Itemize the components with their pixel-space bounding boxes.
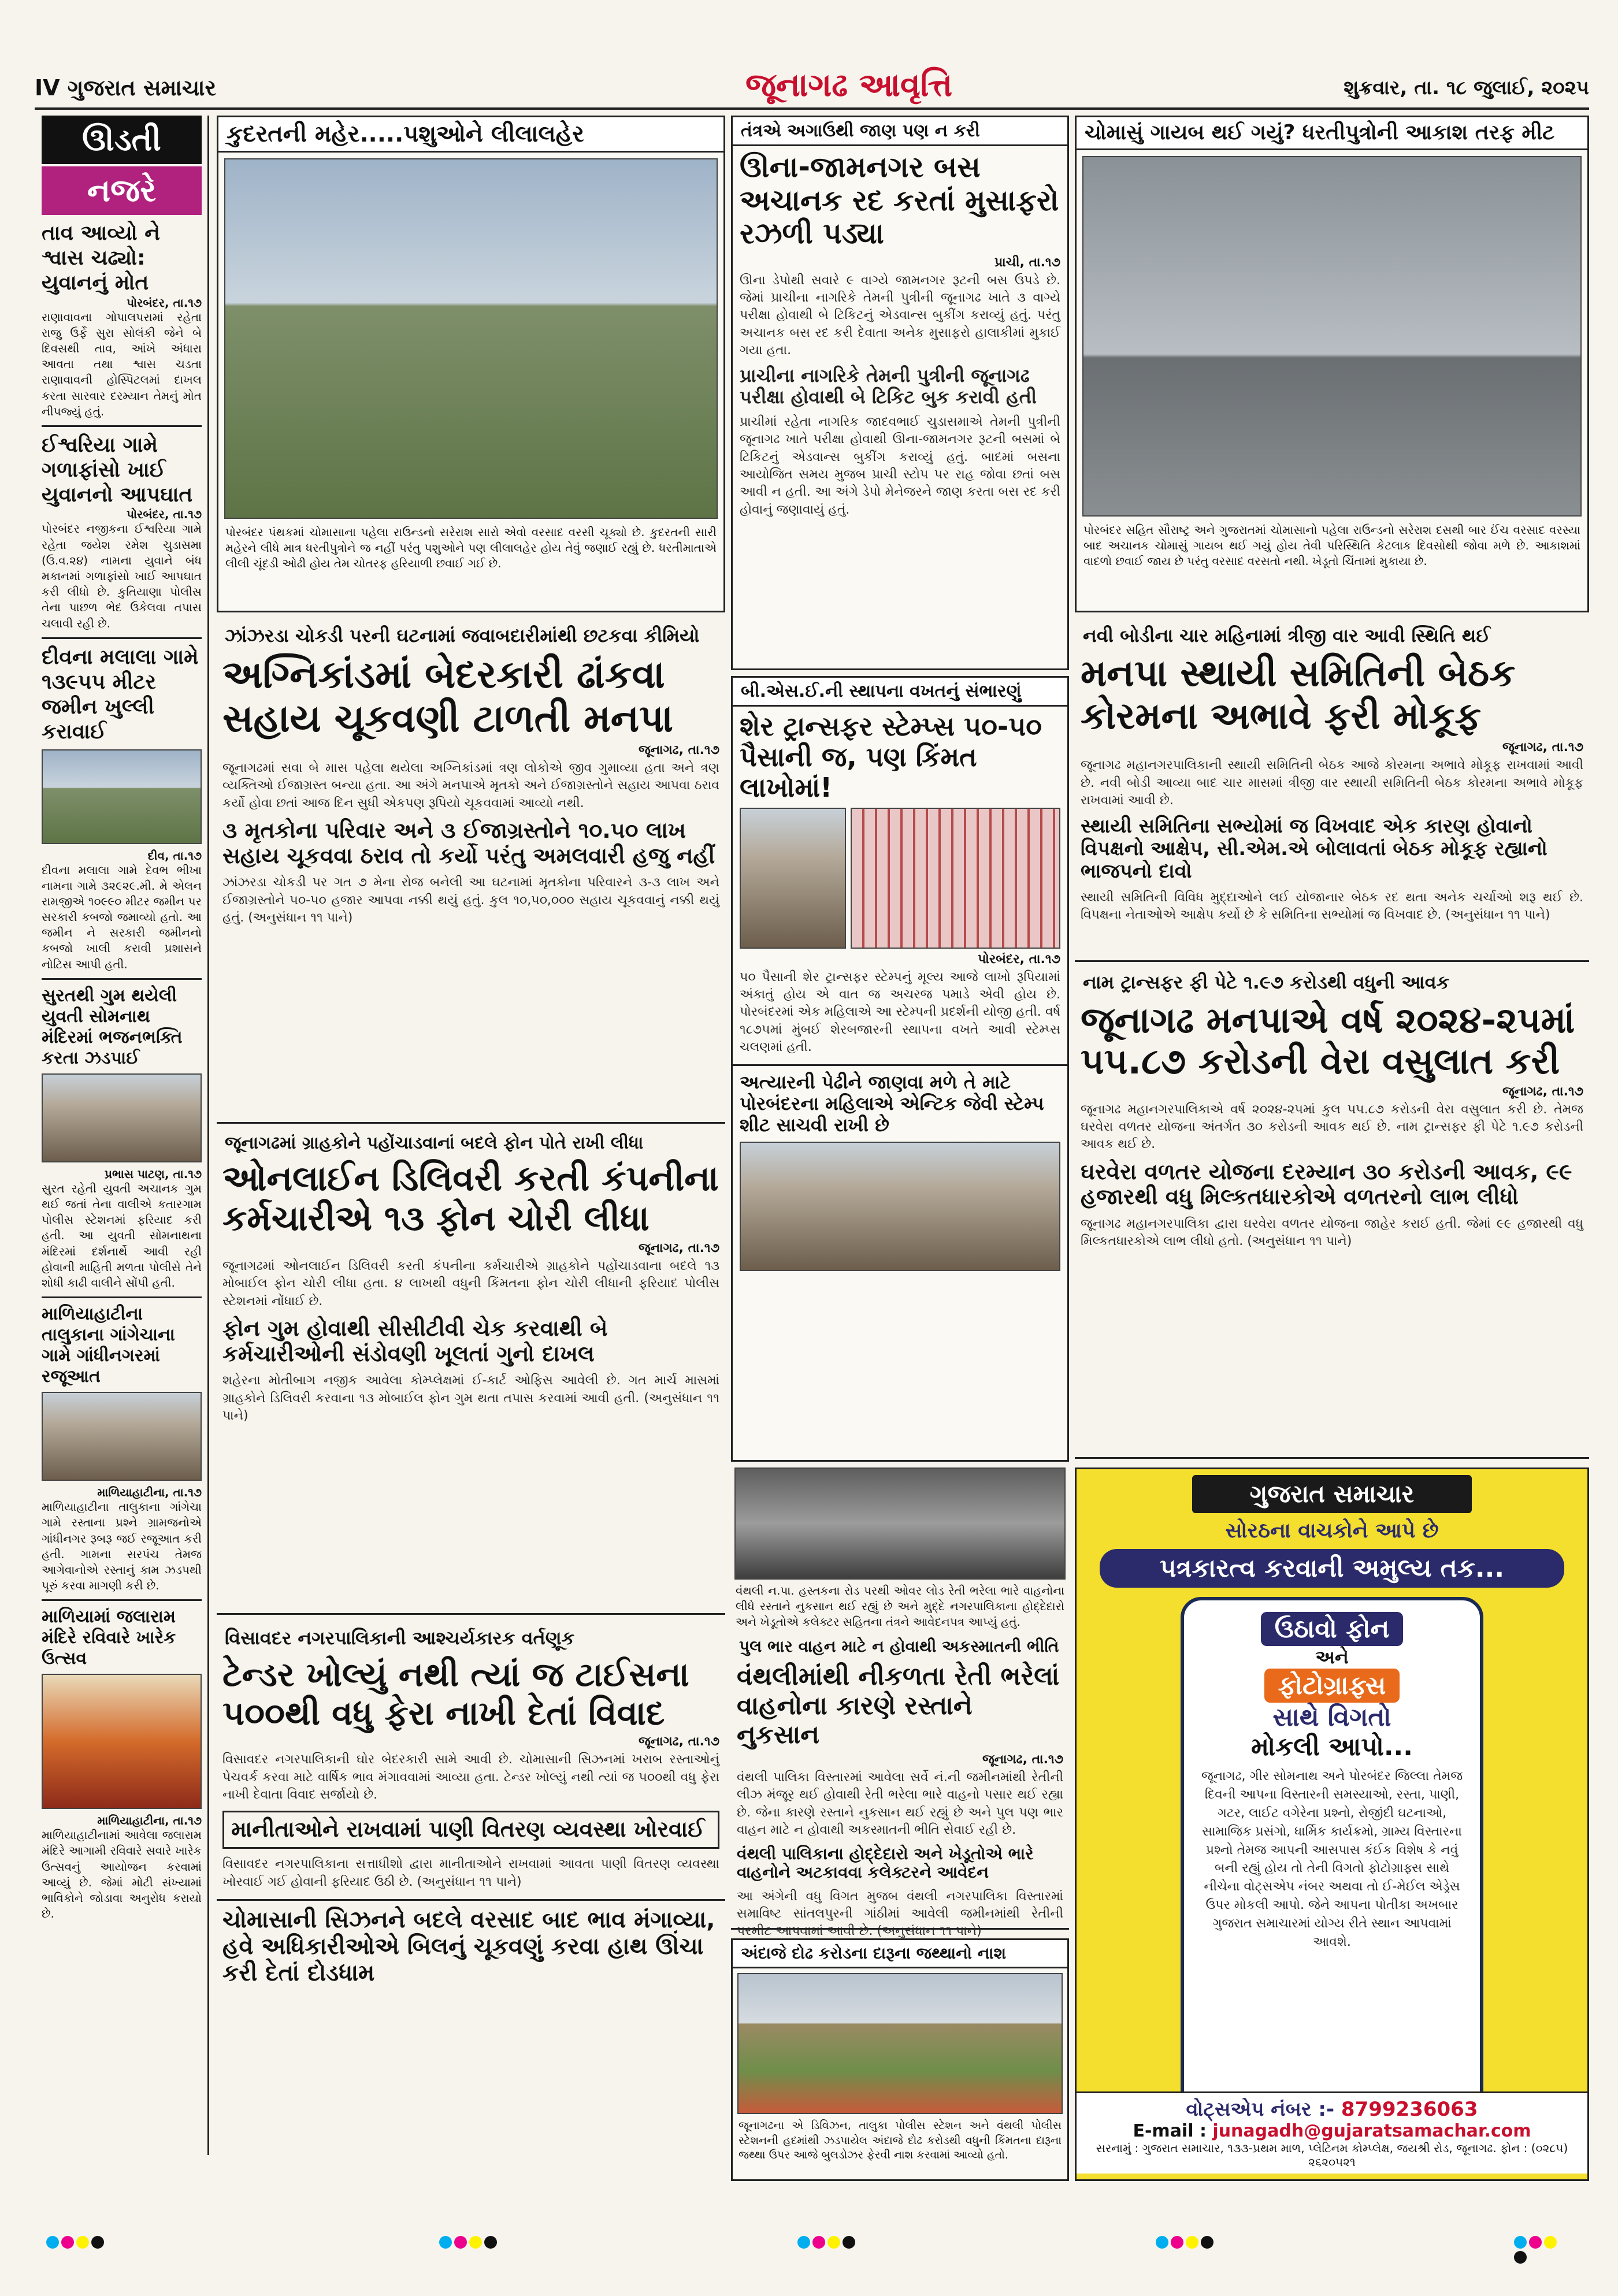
ad-brand: ગુજરાત સમાચાર (1192, 1475, 1472, 1513)
story-dateline: જૂનાગઢ, તા.૧૭ (1502, 740, 1583, 755)
story-kicker: નવી બોડીના ચાર મહિનામાં ત્રીજી વાર આવી સ્થિતિ થઈ (1083, 625, 1491, 647)
ad-phone-line5: મોકલી આપો... (1251, 1732, 1413, 1762)
sidebar-story-title: માળિયાહાટીના તાલુકાના ગાંગેચાના ગામે ગાંધીનગરમાં રજૂઆત (42, 1304, 175, 1387)
story-kicker: નામ ટ્રાન્સફર ફી પેટે ૧.૯૭ કરોડથી વધુની આવક (1083, 971, 1450, 993)
story-body: ઝાંઝરડા ચોકડી પર ગત ૭ મેના રોજ બનેલી આ ઘટનામાં મૃતકોના પરિવારને ૩-૩ લાખ અને ઈજાગ્રસ્તોને ૫૦-૫૦ હજાર આપવા નક્કી થયું હતું. કુલ ૧૦,૫૦,૦૦૦ સહાય ચૂકવવાનું નક્કી થયું હતું. (અનુસંધાન ૧૧ પાને) (222, 875, 719, 925)
story-dateline: જૂનાગઢ, તા.૧૭ (638, 1241, 719, 1255)
story-photo-group (740, 1142, 1060, 1271)
story-subhead: માનીતાઓને રાખવામાં પાણી વિતરણ વ્યવસ્થા ખોરવાઈ (222, 1811, 719, 1849)
story-body: જૂનાગઢ મહાનગરપાલિકાની સ્થાયી સમિતિની બેઠક આજે કોરમના અભાવે મોકૂફ રાખવામાં આવી છે. નવી બોડી આવ્યા બાદ ચાર માસમાં ત્રીજી વાર સ્થાયી સમિતિની બેઠક કોરમના અભાવે મોકૂફ રાખવામાં આવી છે. (1081, 758, 1583, 808)
advertisement (1075, 1467, 1589, 2181)
ad-phone-graphic (1181, 1597, 1483, 2118)
story-photo-woman (740, 808, 846, 949)
ad-phone-line2: અને (1315, 1646, 1349, 1668)
ad-phone-line4: સાથે વિગતો (1272, 1703, 1391, 1732)
sidebar-story-body: પોરબંદર નજીકના ઈશ્વરિયા ગામે રહેતા જયેશ રમેશ ચુડાસમા (ઉ.વ.૨૪) નામના યુવાને બંધ મકાનમાં ગળાફાંસો ખાઈ આપઘાત કરી લીધો છે. કુતિયાણા પોલીસ તેના પાછળ ભેદ ઉકેલવા તપાસ ચલાવી રહી છે. (42, 522, 202, 630)
sidebar-story-body: માળિયાહાટીના તાલુકાના ગાંગેચા ગામે રસ્તાના પ્રશ્ને ગ્રામજનોએ ગાંધીનગર રૂબરૂ જઈ રજૂઆત કરી હતી. ગામના સરપંચ તેમજ આગેવાનોએ રસ્તાનું કામ ઝડપથી પૂરું કરવા માગણી કરી છે. (42, 1500, 202, 1593)
story-kicker: પુલ ભાર વાહન માટે ન હોવાથી અકસ્માતની ભીતિ (739, 1637, 1059, 1656)
sidebar-story-body: દીવના મલાલા ગામે દેવભ ભીખા નામના ગામે ૩૨૯૨૯.મી. મે એલન રામજીએ ૧૦૯૯૦ મીટર જમીન પર સરકારી કબજો જમાવ્યો હતો. આ જમીન ને સરકારી જમીનનો કબજો ખાલી કરાવી પ્રશાસને નોટિસ આપી હતી. (42, 863, 202, 971)
sidebar-story (42, 1607, 202, 1922)
story-phones (217, 1130, 725, 1615)
photo-caption: વંથલી ન.પા. હસ્તકના રોડ પરથી ઓવર લોડ રેતી ભરેલા ભારે વાહનોના લીધે રસ્તાને નુકસાન થઈ રહ્યું છે અને મુદ્દે નગરપાલિકાના હોદ્દેદારો અને ખેડૂતોએ કલેક્ટર સહિતના તંત્રને આવેદનપત્ર આપ્યું હતું. (736, 1584, 1064, 1629)
photo-caption: જૂનાગઢના એ ડિવિઝન, તાલુકા પોલીસ સ્ટેશન અને વંથલી પોલીસ સ્ટેશનની હદમાંથી ઝડપાયેલ અંદાજે દોઢ કરોડથી વધુની કિંમતના દારૂના જથ્થા ઉપર આજે બુલડોઝર ફેરવી નાશ કરવામાં આવ્યો હતો. (739, 2119, 1062, 2162)
story-photo-stamps (851, 808, 1060, 949)
story-body: ૫૦ પૈસાની શેર ટ્રાન્સફર સ્ટેમ્પનું મૂલ્ય આજે લાખો રૂપિયામાં અંકાતું હોય એ વાત જ અચરજ પમાડે એવી હોય છે. પોરબંદરમાં એક મહિલાએ આ સ્ટેમ્પની પ્રદર્શની યોજી હતી. વર્ષ ૧૮૭૫માં મુંબઈ શેરબજારની સ્થાપના વખતે આવી સ્ટેમ્પ્સ ચલણમાં હતી. (740, 969, 1060, 1055)
sidebar-story-body: માળિયાહાટીનામાં આવેલા જલારામ મંદિરે આગામી રવિવારે સવારે ખારેક ઉત્સવનું આયોજન કરવામાં આવ્યું છે. જેમાં મોટી સંખ્યામાં ભાવિકોને જોડાવા અનુરોધ કરાયો છે. (42, 1828, 202, 1921)
photo-caption: પોરબંદર સહિત સૌરાષ્ટ્ર અને ગુજરાતમાં ચોમાસાનો પહેલા રાઉન્ડનો સરેરાશ દસથી બાર ઈંચ વરસાદ વરસ્યા બાદ અચાનક ચોમાસું ગાયબ થઈ ગયું હોય તેવી પરિસ્થિતિ કેટલાક દિવસોથી જોવા મળે છે. આકાશમાં વાદળો છવાઈ જાય છે પરંતુ વરસાદ વરસતો નથી. ખેડૂતો ચિંતામાં મુકાયા છે. (1083, 523, 1580, 568)
story-kicker: કુદરતની મહેર.....પશુઓને લીલાલહેર (218, 117, 723, 153)
story-footer-headline: ચોમાસાની સિઝનને બદલે વરસાદ બાદ ભાવ મંગાવ્યા, હવે અધિકારીઓએ બિલનું ચૂકવણું કરવા હાથ ઊંચા કરી દેતાં દોડધામ (217, 1899, 725, 1992)
story-kicker: બી.એસ.ઈ.ની સ્થાપના વખતનું સંભારણું (733, 678, 1067, 707)
story-photo-liquor (737, 1973, 1063, 2114)
story-stamps (731, 676, 1069, 1462)
sidebar-story-dateline: પ્રભાસ પાટણ, તા.૧૭ (104, 1166, 202, 1181)
story-body: જૂનાગઢમાં સવા બે માસ પહેલા થયેલા અગ્નિકાંડમાં ત્રણ લોકોએ જીવ ગુમાવ્યા હતા અને ત્રણ વ્યક્તિઓ ઈજાગ્રસ્ત બન્યા હતા. આ અંગે મનપાએ મૃતકો અને ઈજાગ્રસ્તોને સહાય આપવા ઠરાવ કર્યો હોવા છતાં આજ દિન સુધી એકપણ રૂપિયો ચૂકવવામાં આવ્યો નથી. (222, 760, 719, 811)
sidebar-story-title: ઈશ્વરિયા ગામે ગળાફાંસો ખાઈ યુવાનનો આપઘાત (42, 433, 193, 507)
story-dateline: જૂનાગઢ, તા.૧૭ (1502, 1084, 1583, 1099)
story-body: જૂનાગઢ મહાનગરપાલિકાએ વર્ષ ૨૦૨૪-૨૫માં કુલ ૫૫.૮૭ કરોડની વેરા વસુલાત કરી છે. તેમજ ઘરવેરા વળતર યોજના અંતર્ગત ૩૦ કરોડની આવક થઈ છે. નામ ટ્રાન્સફર ફી પેટે ૧.૯૭ કરોડની આવક થઈ છે. (1081, 1102, 1583, 1152)
story-headline: અગ્નિકાંડમાં બેદરકારી ઢાંકવા સહાય ચૂકવણી ટાળતી મનપા (222, 652, 673, 741)
story-dateline: જૂનાગઢ, તા.૧૭ (982, 1752, 1063, 1767)
story-subhead: વંથલી પાલિકાના હોદ્દેદારો અને ખેડૂતોએ ભારે વાહનોને અટકાવવા કલેક્ટરને આવેદન (737, 1844, 1034, 1882)
story-dateline: પ્રાચી, તા.૧૭ (994, 255, 1060, 270)
ad-line2: પત્રકારત્વ કરવાની અમુલ્ય તક... (1100, 1549, 1564, 1588)
story-kicker: ઝાંઝરડા ચોકડી પરની ઘટનામાં જવાબદારીમાંથી છટકવા કીમિયો (225, 625, 700, 647)
story-nature (217, 116, 725, 612)
sidebar-story-dateline: માળિયાહાટીના, તા.૧૭ (97, 1485, 202, 1500)
sidebar-story-body: સુરત રહેતી યુવતી અચાનક ગુમ થઈ જતાં તેના વાલીએ કતારગામ પોલીસ સ્ટેશનમાં ફરિયાદ કરી હતી. આ યુવતી સોમનાથના મંદિરમાં દર્શનાર્થે આવી રહી હોવાની માહિતી મળતા પોલીસે તેને શોધી કાઢી વાલીને સોંપી હતી. (42, 1181, 202, 1290)
sidebar-story (42, 645, 202, 972)
story-body: જૂનાગઢ મહાનગરપાલિકા દ્વારા ઘરવેરા વળતર યોજના જાહેર કરાઈ હતી. જેમાં ૯૯ હજારથી વધુ મિલ્કતધારકોએ લાભ લીધો હતો. (અનુસંધાન ૧૧ પાને) (1081, 1217, 1583, 1249)
story-body: પ્રાચીમાં રહેતા નાગરિક જાદવભાઈ ચુડાસમાએ તેમની પુત્રીની જૂનાગઢ ખાતે પરીક્ષા હોવાથી ઊના-જામનગર રૂટની બસમાં બે ટિકિટનું એડવાન્સ બુકીંગ કરાવ્યું હતું. બાદમાં બસના આયોજિત સમય મુજબ પ્રાચી સ્ટોપ પર રાહ જોવા છતાં બસ આવી ન હતી. આ અંગે ડેપો મેનેજરને જાણ કરતા બસ રદ કરી હોવાનું જણાવાયું હતું. (740, 414, 1060, 517)
registration-marks (46, 2236, 1572, 2259)
story-kicker: જૂનાગઢમાં ગ્રાહકોને પહોંચાડવાનાં બદલે ફોન પોતે રાખી લીધા (225, 1133, 644, 1153)
story-headline: ઊના-જામનગર બસ અચાનક રદ કરતાં મુસાફરો રઝળી પડ્યા (740, 150, 1059, 250)
page-label: IV ગુજરાત સમાચાર (35, 75, 217, 101)
story-tax (1075, 968, 1589, 1459)
sidebar-photo (42, 749, 202, 844)
sidebar-story-title: માળિયામાં જલારામ મંદિરે રવિવારે ખારેક ઉત્સવ (42, 1607, 176, 1669)
story-photo-road (734, 1467, 1066, 1580)
sidebar-photo (42, 1674, 202, 1809)
ad-email-label: E-mail : (1133, 2121, 1207, 2141)
story-standing (1075, 621, 1589, 962)
story-footer-headline: અત્યારની પેઢીને જાણવા મળે તે માટે પોરબંદરના મહિલાએ એન્ટિક જેવી સ્ટેમ્પ શીટ સાચવી રાખી છે (733, 1064, 1067, 1141)
story-subhead: પ્રાચીના નાગરિકે તેમની પુત્રીની જૂનાગઢ પરીક્ષા હોવાથી બે ટિકિટ બુક કરાવી હતી (740, 365, 1037, 408)
story-sand (731, 1467, 1069, 1939)
story-liquor (731, 1938, 1069, 2181)
story-kicker: વિસાવદર નગરપાલિકાની આશ્ચર્યકારક વર્તણૂક (225, 1627, 575, 1649)
story-kicker: તંત્રએ અગાઉથી જાણ પણ ન કરી (733, 117, 1067, 146)
sidebar-story (42, 433, 202, 631)
sidebar-story-title: તાવ આવ્યો ને શ્વાસ ચઢ્યો: યુવાનનું મોત (42, 221, 161, 295)
story-monsoon (1075, 116, 1589, 612)
story-headline: મનપા સ્થાયી સમિતિની બેઠક કોરમના અભાવે ફરી મોકૂફ (1081, 652, 1516, 738)
story-body: વિસાવદર નગરપાલિકાના સત્તાધીશો દ્વારા માનીતાઓને રાખવામાં આવતા પાણી વિતરણ વ્યવસ્થા ખોરવાઈ ગઈ હોવાની ફરિયાદ ઉઠી છે. (અનુસંધાન ૧૧ પાને) (222, 1857, 719, 1889)
ad-whatsapp-label: વોટ્સએપ નંબર :- (1186, 2098, 1335, 2121)
ad-email[interactable]: junagadh@gujaratsamachar.com (1212, 2121, 1531, 2141)
story-kicker: અંદાજે દોઢ કરોડના દારૂના જથ્થાનો નાશ (733, 1940, 1067, 1968)
ad-phone-body: જૂનાગઢ, ગીર સોમનાથ અને પોરબંદર જિલ્લા તેમજ દિવની આપના વિસ્તારની સમસ્યાઓ, રસ્તા, પાણી, ગટર, લાઈટ વગેરેના પ્રશ્નો, રોજીંદી ઘટનાઓ, સામાજિક પ્રસંગો, ધાર્મિક કાર્યક્રમો, ગ્રામ્ય વિસ્તારના પ્રશ્નો તેમજ આપની આસપાસ કંઈક વિશેષ કે નવું બની રહ્યું હોય તો તેની વિગતો ફોટોગ્રાફ્સ સાથે નીચેના વોટ્સએપ નંબર અથવા તો ઈ-મેઈલ એડ્રેસ ઉપર મોકલી આપો. જેને આપના પોતીકા અખબાર ગુજરાત સમાચારમાં યોગ્ય રીતે સ્થાન આપવામાં આવશે. (1201, 1769, 1463, 1950)
sidebar (36, 116, 209, 2155)
sidebar-story-dateline: પોરબંદર, તા.૧૭ (127, 295, 202, 310)
edition-title: જૂનાગઢ આવૃત્તિ (745, 66, 953, 104)
story-body: જૂનાગઢમાં ઓનલાઈન ડિલિવરી કરતી કંપનીના કર્મચારીએ ગ્રાહકોને પહોંચાડવાના બદલે ૧૩ મોબાઈલ ફોન ચોરી લીધા હતા. ૪ લાખથી વધુની કિંમતના ફોન ચોરી લીધાની ફરિયાદ પોલીસ સ્ટેશનમાં નોંધાઈ છે. (222, 1259, 719, 1309)
ad-whatsapp-number[interactable]: 8799236063 (1341, 2098, 1478, 2121)
story-photo-sheep (224, 158, 718, 519)
story-subhead: ઘરવેરા વળતર યોજના દરમ્યાન ૩૦ કરોડની આવક, ૯૯ હજારથી વધુ મિલ્કતધારકોએ વળતરનો લાભ લીધો (1081, 1158, 1572, 1210)
story-body: વિસાવદર નગરપાલિકાની ઘોર બેદરકારી સામે આવી છે. ચોમાસાની સિઝનમાં ખરાબ રસ્તાઓનું પેચવર્ક કરવા માટે વાર્ષિક ભાવ મંગાવવામાં આવ્યા હતા. ટેન્ડર ખોલ્યું નથી ત્યાં જ ૫૦૦થી વધુ ફેરા નાખી દેવાતા વિવાદ સર્જાયો છે. (222, 1752, 719, 1803)
ad-phone-line1: ઉઠાવો ફોન (1261, 1612, 1404, 1646)
story-kicker: ચોમાસું ગાયબ થઈ ગયું? ધરતીપુત્રોની આકાશ તરફ મીટ (1077, 117, 1587, 150)
story-body: વંથલી પાલિકા વિસ્તારમાં આવેલા સર્વે નં.ની જમીનમાંથી રેતીની લીઝ મંજૂર થઈ હોવાથી રેતી ભરેલા ભારે વાહનો પસાર થઈ રહ્યા છે. જેના કારણે રસ્તાને નુકસાન થઈ રહ્યું છે અને પુલ પણ ભાર વાહન માટે ન હોવાથી અકસ્માતની ભીતિ સેવાઈ રહી છે. (737, 1770, 1063, 1837)
story-headline: જૂનાગઢ મનપાએ વર્ષ ૨૦૨૪-૨૫માં ૫૫.૮૭ કરોડની વેરા વસુલાત કરી (1081, 999, 1575, 1083)
sidebar-story (42, 221, 202, 419)
sidebar-story-body: રાણાવાવના ગોપાલપરામાં રહેતા રાજુ ઉર્ફે સુરા સોલંકી જેને બે દિવસથી તાવ, આંખે અંધારા આવતા તથા શ્વાસ ચડતા રાણાવાવની હોસ્પિટલમાં દાખલ કરતા સારવાર દરમ્યાન તેમનું મોત નીપજ્યું હતું. (42, 310, 202, 418)
ad-line1: સોરઠના વાચકોને આપે છે (1225, 1519, 1439, 1543)
sidebar-story-dateline: માળિયાહાટીના, તા.૧૭ (97, 1814, 202, 1828)
story-tender (217, 1623, 725, 2181)
story-body: શહેરના મોતીબાગ નજીક આવેલા કોમ્પ્લેક્ષમાં ઈ-કાર્ટ ઓફિસ આવેલી છે. ગત માર્ચ માસમાં ગ્રાહકોને ડિલિવરી કરવાના ૧૩ મોબાઈલ ફોન ગુમ થતા તપાસ કરવામાં આવી હતી. (અનુસંધાન ૧૧ પાને) (222, 1373, 719, 1424)
story-dateline: જૂનાગઢ, તા.૧૭ (638, 1734, 719, 1749)
sidebar-story (42, 986, 202, 1291)
story-dateline: પોરબંદર, તા.૧૭ (978, 952, 1060, 967)
story-body: સ્થાયી સમિતિની વિવિધ મુદ્દાઓને લઈ યોજાનાર બેઠક રદ થતા અનેક ચર્ચાઓ શરૂ થઈ છે. વિપક્ષના નેતાઓએ આક્ષેપ કર્યો છે કે સમિતિના સભ્યોમાં જ વિખવાદ છે. (અનુસંધાન ૧૧ પાને) (1081, 890, 1583, 922)
story-body: આ અંગેની વધુ વિગત મુજબ વંથલી નગરપાલિકા વિસ્તારમાં સમાવિષ્ટ સાંતલપુરની ગાંઠીમાં આવેલી જમીનમાંથી રેતીની પરમીટ આપવામાં આવી છે. (અનુસંધાન ૧૧ પાને) (737, 1889, 1063, 1939)
story-photo-seafront (1082, 156, 1582, 517)
story-headline: ઓનલાઈન ડિલિવરી કરતી કંપનીના કર્મચારીએ ૧૩ ફોન ચોરી લીધા (222, 1158, 719, 1239)
sidebar-story-title: દીવના મલાલા ગામે ૧૩૯૫૫ મીટર જમીન ખુલ્લી કરાવાઈ (42, 645, 199, 744)
story-dateline: જૂનાગઢ, તા.૧૭ (638, 742, 719, 757)
story-headline: શેર ટ્રાન્સફર સ્ટેમ્પ્સ ૫૦-૫૦ પૈસાની જ, પણ કિંમત લાખોમાં! (740, 711, 1042, 803)
sidebar-photo (42, 1073, 202, 1162)
ad-address: સરનામું : ગુજરાત સમાચાર, ૧૩૩-પ્રથમ માળ, પ્લેટિનમ કોમ્પ્લેક્ષ, જયશ્રી રોડ, જૂનાગઢ. ફોન : (૦૨૮૫) ૨૬૨૦૫૨૧ (1096, 2141, 1568, 2169)
sidebar-header-top: ઊડતી (42, 116, 202, 164)
sidebar-header-bottom: નજરે (42, 166, 202, 215)
story-body: ઊના ડેપોથી સવારે ૯ વાગ્યે જામનગર રૂટની બસ ઉપડે છે. જેમાં પ્રાચીના નાગરિકે તેમની પુત્રીની જૂનાગઢ ખાતે ૩ વાગ્યે પરીક્ષા હોવાથી બે ટિકિટનું એડવાન્સ બુકીંગ કરાવ્યું હતું. પરંતુ અચાનક બસ રદ કરી દેવાતા અનેક મુસાફરો હાલાકીમાં મુકાઈ ગયા હતા. (740, 273, 1060, 358)
story-bus (731, 116, 1069, 670)
sidebar-story (42, 1304, 202, 1593)
story-fire (217, 621, 725, 1124)
sidebar-story-dateline: દીવ, તા.૧૭ (147, 848, 202, 863)
story-headline: વંથલીમાંથી નીકળતા રેતી ભરેલાં વાહનોના કારણે રસ્તાને નુકસાન (737, 1662, 1060, 1750)
story-headline: ટેન્ડર ખોલ્યું નથી ત્યાં જ ટાઈસના ૫૦૦થી વધુ ફેરા નાખી દેતાં વિવાદ (222, 1655, 689, 1733)
sidebar-photo (42, 1392, 202, 1481)
story-subhead: ફોન ગુમ હોવાથી સીસીટીવી ચેક કરવાથી બે કર્મચારીઓની સંડોવણી ખૂલતાં ગુનો દાખલ (222, 1316, 608, 1366)
masthead (35, 64, 1589, 110)
story-subhead: ૩ મૃતકોના પરિવાર અને ૩ ઈજાગ્રસ્તોને ૧૦.૫૦ લાખ સહાય ચૂકવવા ઠરાવ તો કર્યો પરંતુ અમલવારી હજુ નહીં (222, 817, 715, 868)
issue-date: શુક્રવાર, તા. ૧૮ જુલાઈ, ૨૦૨૫ (1344, 76, 1589, 99)
story-subhead: સ્થાયી સમિતિના સભ્યોમાં જ વિખવાદ એક કારણ હોવાનો વિપક્ષનો આક્ષેપ, સી.એમ.એ બોલાવતાં બેઠક મોકૂફ રહ્યાનો ભાજપનો દાવો (1081, 815, 1548, 883)
sidebar-story-title: સુરતથી ગુમ થયેલી યુવતી સોમનાથ મંદિરમાં ભજનભક્તિ કરતા ઝડપાઈ (42, 985, 183, 1068)
photo-caption: પોરબંદર પંથકમાં ચોમાસાના પહેલા રાઉન્ડનો સરેરાશ સારો એવો વરસાદ વરસી ચૂક્યો છે. કુદરતની સારી મહેરને લીધે માત્ર ધરતીપુત્રોને જ નહીં પરંતુ પશુઓને પણ લીલાલહેર હોય તેવું જણાઈ રહ્યું છે. ધરતીમાતાએ લીલી ચૂંદડી ઓઢી હોય તેમ ચોતરફ હરિયાળી છવાઈ ગઈ છે. (225, 525, 717, 570)
ad-phone-line3: ફોટોગ્રાફ્સ (1264, 1669, 1400, 1703)
sidebar-story-dateline: પોરબંદર, તા.૧૭ (127, 507, 202, 522)
